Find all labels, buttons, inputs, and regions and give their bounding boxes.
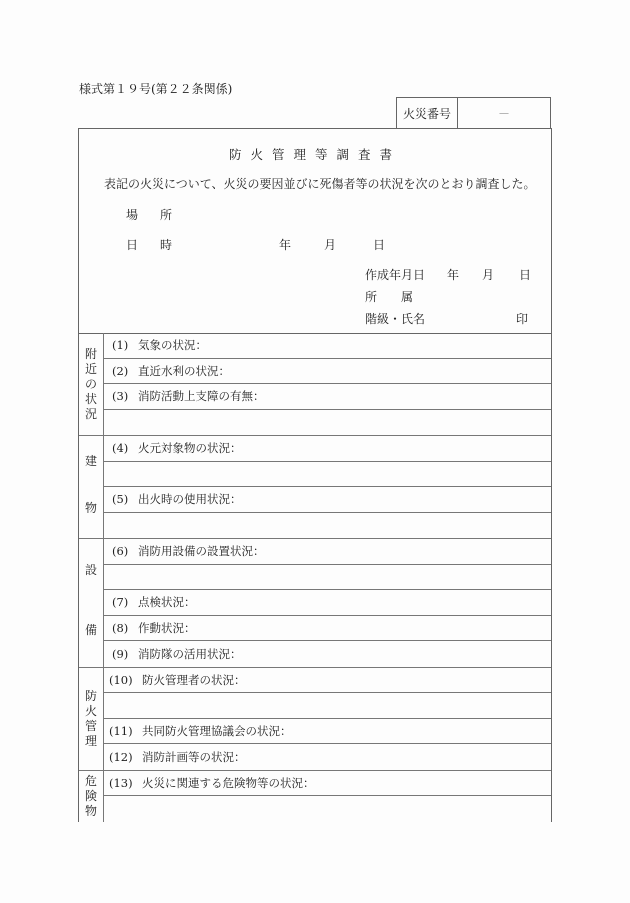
- section: [79, 668, 551, 771]
- table-row[interactable]: [104, 744, 551, 770]
- section-label-char: 険: [84, 788, 97, 803]
- affiliation-label: 所 属: [365, 290, 414, 304]
- table-row[interactable]: [104, 796, 551, 822]
- datetime-label: 日時: [126, 238, 195, 252]
- section-rows: [104, 436, 551, 538]
- table-row[interactable]: [104, 513, 551, 539]
- section-label-char: 附: [84, 346, 97, 361]
- section-label-text: [79, 689, 103, 749]
- item-number: (13): [109, 775, 133, 790]
- section: [79, 436, 551, 539]
- section-rows: [104, 539, 551, 667]
- table-row[interactable]: [104, 719, 551, 745]
- intro-text: 表記の火災について、火災の要因並びに死傷者等の状況を次のとおり調査した。: [104, 177, 536, 191]
- item-number: (11): [109, 723, 133, 738]
- item-label: 点検状況：: [138, 595, 196, 610]
- table-row[interactable]: [104, 616, 551, 642]
- item-label: 出火時の使用状況：: [138, 492, 242, 507]
- item-number: (6): [112, 544, 129, 559]
- created-month-unit: 月: [482, 268, 495, 282]
- item-label: 消防活動上支障の有無：: [138, 389, 265, 404]
- created-day-unit: 日: [519, 268, 532, 282]
- place-label: 場所: [126, 208, 195, 222]
- table-row[interactable]: [104, 384, 551, 410]
- section-rows: [104, 668, 551, 770]
- section-label-char: 物: [84, 803, 97, 818]
- table-row[interactable]: [104, 487, 551, 513]
- table-row[interactable]: [104, 410, 551, 436]
- header-box: [78, 128, 552, 334]
- item-label: 作動状況：: [138, 620, 196, 635]
- table-row[interactable]: [104, 668, 551, 694]
- section-label-char: 況: [84, 406, 97, 421]
- section-label-char: 近: [84, 361, 97, 376]
- section-label-char: 建: [84, 453, 97, 468]
- section-label-char: 設: [84, 562, 97, 577]
- section-label-char: 火: [84, 703, 97, 718]
- section-rows: [104, 771, 551, 822]
- section-label: [79, 668, 104, 770]
- section-label-char: 管: [84, 718, 97, 733]
- section-label: [79, 539, 104, 667]
- item-number: (8): [112, 620, 129, 635]
- section-label-char: 理: [84, 733, 97, 748]
- section: [79, 333, 551, 436]
- created-year-unit: 年: [447, 268, 460, 282]
- form-number: 様式第１９号(第２２条関係): [79, 82, 233, 96]
- item-number: (2): [112, 363, 129, 378]
- table-row[interactable]: [104, 539, 551, 565]
- section-label-char: 防: [84, 688, 97, 703]
- table-row[interactable]: [104, 641, 551, 667]
- section-label-char: 状: [84, 391, 97, 406]
- item-number: (3): [112, 389, 129, 404]
- item-label: 火元対象物の状況：: [138, 441, 242, 456]
- fire-number-label: 火災番号: [397, 98, 458, 129]
- item-number: (10): [109, 672, 133, 687]
- item-label: 消防用設備の設置状況：: [138, 544, 265, 559]
- fire-number-box: [396, 97, 551, 129]
- item-label: 直近水利の状況：: [138, 363, 230, 378]
- table-row[interactable]: [104, 359, 551, 385]
- item-label: 火災に関連する危険物等の状況：: [142, 775, 315, 790]
- survey-table: [78, 333, 552, 822]
- fire-number-field[interactable]: －: [497, 107, 510, 121]
- rank-name-label: 階級・氏名: [365, 312, 426, 326]
- section-label-text: [79, 347, 103, 422]
- section-label-char: の: [84, 376, 97, 391]
- datetime-month-unit: 月: [324, 238, 337, 252]
- document-title: 防火管理等調査書: [228, 147, 401, 162]
- item-label: 共同防火管理協議会の状況：: [142, 723, 292, 738]
- table-row[interactable]: [104, 436, 551, 462]
- item-label: 消防隊の活用状況：: [138, 646, 242, 661]
- item-label: 防火管理者の状況：: [142, 672, 246, 687]
- item-label: 気象の状況：: [138, 338, 207, 353]
- item-number: (7): [112, 595, 129, 610]
- item-number: (4): [112, 441, 129, 456]
- item-number: (1): [112, 338, 129, 353]
- section-label-text: [79, 774, 103, 819]
- section-label-char: 危: [84, 773, 97, 788]
- section-label: [79, 436, 104, 538]
- section-label-char: 備: [84, 622, 97, 637]
- item-number: (5): [112, 492, 129, 507]
- section-label: [79, 333, 104, 435]
- item-number: (12): [109, 749, 133, 764]
- item-label: 消防計画等の状況：: [142, 749, 246, 764]
- seal-label: 印: [516, 312, 529, 326]
- datetime-year-unit: 年: [279, 238, 292, 252]
- table-row[interactable]: [104, 771, 551, 797]
- table-row[interactable]: [104, 693, 551, 719]
- table-row[interactable]: [104, 462, 551, 488]
- table-row[interactable]: [104, 565, 551, 591]
- section: [79, 771, 551, 822]
- section-label-char: 物: [84, 501, 97, 516]
- table-row[interactable]: [104, 333, 551, 359]
- section: [79, 539, 551, 668]
- datetime-day-unit: 日: [373, 238, 386, 252]
- item-number: (9): [112, 646, 129, 661]
- table-row[interactable]: [104, 590, 551, 616]
- created-date-label: 作成年月日: [365, 268, 426, 282]
- section-rows: [104, 333, 551, 435]
- section-label: [79, 771, 104, 822]
